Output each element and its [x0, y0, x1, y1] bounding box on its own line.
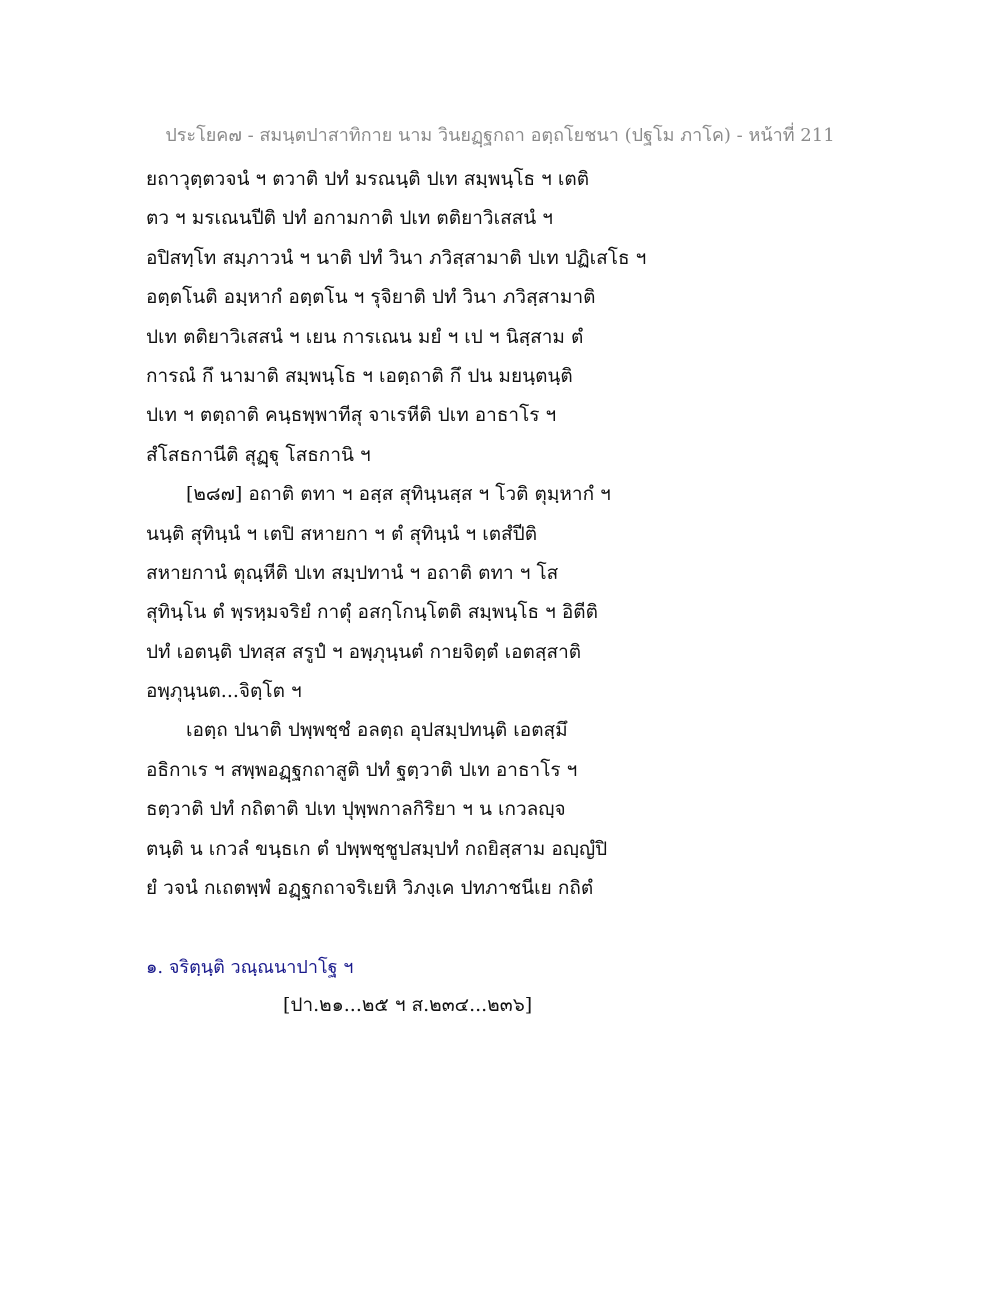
text-line: อธิกาเร ฯ สพฺพอฏฺฐกถาสูติ ปทํ ฐตฺวาติ ปเท อาธาโร ฯ	[146, 758, 578, 781]
text-line: นนฺติ สุทินฺนํ ฯ เตปิ สหายกา ฯ ตํ สุทินฺนํ ฯ เตสํปีติ	[146, 522, 538, 545]
text-line: สุทินฺโน ตํ พฺรหฺมจริยํ กาตุํ อสกฺโกนฺโตติ สมฺพนฺโธ ฯ อิตีติ	[146, 601, 598, 624]
text-line: ยํ วจนํ กเถตพฺพํ อฏฺฐกถาจริเยหิ วิภงฺเค ปทภาชนีเย กถิตํ	[146, 877, 594, 900]
text-line: ปเท ตติยาวิเสสนํ ฯ เยน การเณน มยํ ฯ เป ฯ นิสฺสาม ตํ	[146, 325, 584, 348]
text-line: อพฺภุนฺนต...จิตฺโต ฯ	[146, 680, 302, 703]
text-line: ปเท ฯ ตตฺถาติ คนฺธพฺพาทีสุ จาเรหีติ ปเท อาธาโร ฯ	[146, 404, 557, 427]
paragraph-start-line: [๒๘๗] อถาติ ตทา ฯ อสฺส สุทินฺนสฺส ฯ โวติ ตุมฺหากํ ฯ	[186, 483, 611, 506]
text-line: ตนฺติ น เกวลํ ขนฺธเก ตํ ปพฺพชฺชูปสมฺปทํ กถยิสฺสาม อญฺญํปิ	[146, 837, 608, 860]
text-line: สหายกานํ ตุณฺหีติ ปเท สมฺปทานํ ฯ อถาติ ตทา ฯ โส	[146, 561, 559, 584]
text-line: ตว ฯ มรเณนปีติ ปทํ อกามกาติ ปเท ตติยาวิเสสนํ ฯ	[146, 207, 553, 230]
text-line: อตฺตโนติ อมฺหากํ อตฺตโน ฯ รุจิยาติ ปทํ วินา ภวิสฺสามาติ	[146, 286, 596, 309]
text-line: การณํ กึ นามาติ สมฺพนฺโธ ฯ เอตฺถาติ กึ ปน มยนฺตนฺติ	[146, 364, 573, 387]
text-line: ยถาวุตฺตวจนํ ฯ ตวาติ ปทํ มรณนฺติ ปเท สมฺพนฺโธ ฯ เตติ	[146, 168, 590, 190]
text-line: อปิสทฺโท สมฺภาวนํ ฯ นาติ ปทํ วินา ภวิสฺสามาติ ปเท ปฏิเสโธ ฯ	[146, 246, 647, 269]
body-text	[146, 160, 866, 908]
text-line: สํโสธกานีติ สุฏฺฐุ โสธกานิ ฯ	[146, 443, 371, 466]
source-reference: [ปา.๒๑...๒๕ ฯ ส.๒๓๔...๒๓๖]	[283, 994, 533, 1016]
text-line: ปทํ เอตนฺติ ปทสฺส สรูปํ ฯ อพฺภุนฺนตํ กายจิตฺตํ เอตสฺสาติ	[146, 640, 582, 663]
footnote: ๑. จริตฺนฺติ วณฺณนาปาโฐ ฯ	[146, 957, 354, 978]
text-line: ธตฺวาติ ปทํ กถิตาติ ปเท ปุพฺพกาลกิริยา ฯ น เกวลญฺจ	[146, 798, 566, 821]
page-header: ประโยค๗ - สมนฺตปาสาทิกาย นาม วินยฏฺฐกถา อตฺถโยชนา (ปฐโม ภาโค) - หน้าที่ 211	[165, 125, 835, 146]
paragraph-start-line: เอตฺถ ปนาติ ปพฺพชฺชํ อลตฺถ อุปสมฺปทนฺติ เอตสฺมึ	[186, 719, 568, 742]
